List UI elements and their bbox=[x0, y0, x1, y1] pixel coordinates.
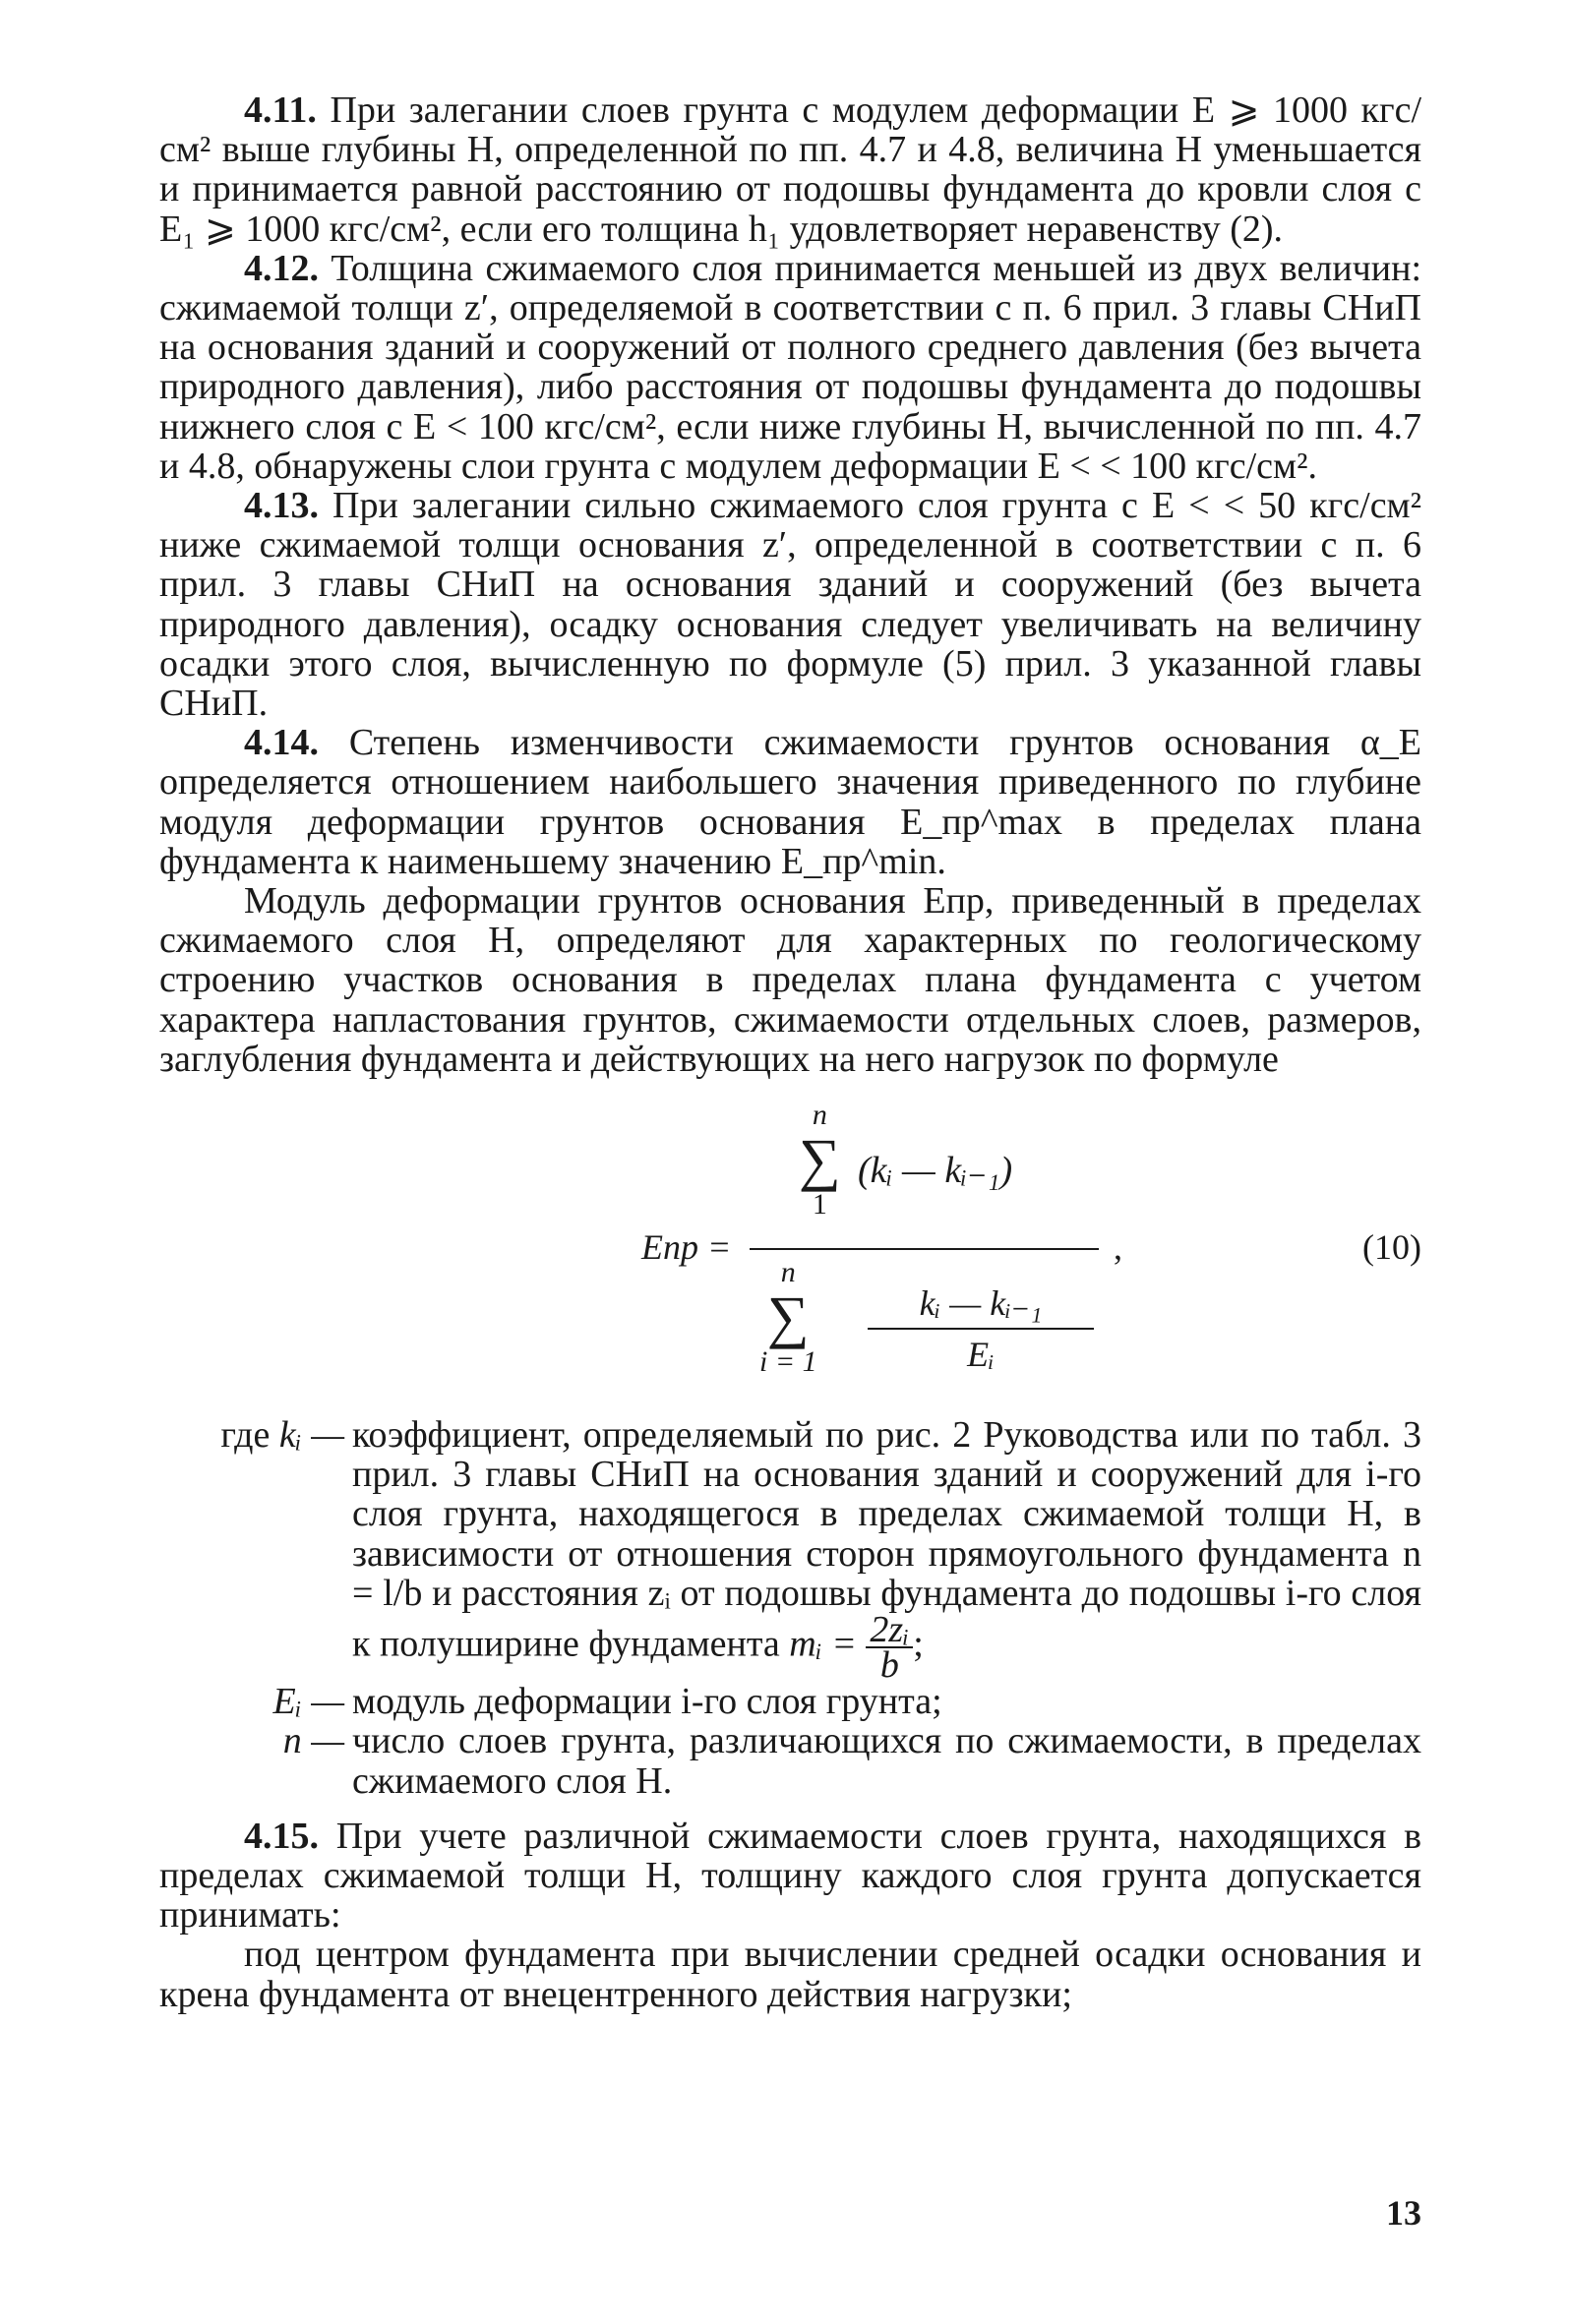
paragraph-4-14-modulus bbox=[159, 881, 1421, 1079]
legend-item bbox=[159, 1721, 1421, 1800]
legend-description: модуль деформации i-го слоя грунта; bbox=[352, 1681, 942, 1723]
inline-formula-lhs: mᵢ = bbox=[789, 1623, 857, 1665]
sum-upper-limit: n bbox=[780, 1256, 796, 1289]
paragraph-text: При залегании сильно сжимаемого слоя грунта с E < < 50 кгс/см² ниже сжимаемой толщи основания z′, определенной в соответствии с п. 6 прил. 3 главы СНиП на основания зданий и сооружений (без вычета природного давления), осадку основания следует увеличивать на величину осадки этого слоя, вычисленную по формуле (5) прил. 3 указанной главы СНиП. bbox=[159, 485, 1421, 725]
denominator-sum bbox=[759, 1258, 817, 1378]
legend-item bbox=[159, 1414, 1421, 1687]
sigma-symbol: ∑ bbox=[799, 1127, 841, 1193]
legend-description bbox=[352, 1414, 1421, 1687]
denominator-fraction bbox=[868, 1282, 1094, 1375]
legend-term bbox=[159, 1415, 352, 1682]
paragraph-4-11 bbox=[159, 90, 1421, 249]
legend-symbol: Eᵢ — bbox=[272, 1681, 344, 1723]
legend-text: коэффициент, определяемый по рис. 2 Руководства или по табл. 3 прил. 3 главы СНиП на основания зданий и сооружений для i-го слоя грунта, находящегося в пределах сжимаемой толщи H, в зависимости от отношения сторон прямоугольного фундамента n = l/b и расстояния zᵢ от подошвы фундамента до подошвы i-го слоя к полуширине фундамента bbox=[352, 1414, 1421, 1665]
paragraph-text: Модуль деформации грунтов основания Eпр, приведенный в пределах сжимаемого слоя H, определяют для характерных по геологическому строению участков основания в пределах плана фундамента с учетом характера напластования грунтов, сжимаемости отдельных слоев, размеров, заглубления фундамента и действующих на него нагрузок по формуле bbox=[159, 880, 1421, 1080]
paragraph-4-12 bbox=[159, 249, 1421, 486]
inline-formula-end: ; bbox=[913, 1623, 924, 1665]
equation-number: (10) bbox=[1362, 1227, 1421, 1268]
denominator-denominator: Eᵢ bbox=[967, 1335, 995, 1375]
legend-description: число слоев грунта, различающихся по сжимаемости, в пределах сжимаемого слоя H. bbox=[352, 1720, 1421, 1802]
formula-comma: , bbox=[1114, 1227, 1122, 1268]
where-word: где bbox=[220, 1414, 271, 1457]
sigma-symbol: ∑ bbox=[766, 1284, 810, 1350]
paragraph-text: Толщина сжимаемого слоя принимается меньшей из двух величин: сжимаемой толщи z′, определяемой в соответствии с п. 6 прил. 3 главы СНиП на основания зданий и сооружений от полного среднего давления (без вычета природного давления), либо расстояния от подошвы фундамента до подошвы нижнего слоя с E < 100 кгс/см², если ниже глубины H, вычисленной по пп. 4.7 и 4.8, обнаружены слои грунта с модулем деформации E < < 100 кгс/см². bbox=[159, 247, 1422, 487]
paragraph-text: При учете различной сжимаемости слоев грунта, находящихся в пределах сжимаемой толщи H, толщину каждого слоя грунта допускается принимать: bbox=[159, 1815, 1422, 1937]
legend-symbol: n — bbox=[282, 1720, 344, 1762]
page-number: 13 bbox=[1386, 2193, 1421, 2233]
legend-item bbox=[159, 1682, 1421, 1721]
inline-fraction bbox=[866, 1609, 913, 1687]
paragraph-text: под центром фундамента при вычислении средней осадки основания и крена фундамента от внецентренного действия нагрузки; bbox=[159, 1934, 1421, 2015]
clause-number: 4.14. bbox=[244, 722, 319, 764]
sum-lower-limit: 1 bbox=[812, 1188, 827, 1222]
paragraph-text: Степень изменчивости сжимаемости грунтов основания α_E определяется отношением наибольшего значения приведенного по глубине модуля деформации грунтов основания E_пр^max в пределах плана фундамента к наименьшему значению E_пр^min. bbox=[159, 722, 1422, 882]
sum-upper-limit: n bbox=[812, 1099, 827, 1132]
paragraph-4-13 bbox=[159, 486, 1421, 723]
clause-number: 4.15. bbox=[244, 1815, 319, 1857]
fraction-bottom: b bbox=[879, 1644, 899, 1687]
numerator-sum bbox=[799, 1101, 841, 1221]
paragraph-text: При залегании слоев грунта с модулем деформации E ⩾ 1000 кгс/см² выше глубины H, определенной по пп. 4.7 и 4.8, величина H уменьшается и принимается равной расстоянию от подошвы фундамента до кровли слоя с E₁ ⩾ 1000 кгс/см², если его толщина h₁ удовлетворяет неравенству (2). bbox=[159, 89, 1421, 250]
fraction-bar bbox=[750, 1248, 1099, 1250]
formula-legend bbox=[159, 1415, 1421, 1801]
denominator-numerator: kᵢ — kᵢ₋₁ bbox=[868, 1282, 1094, 1330]
clause-number: 4.12. bbox=[244, 247, 319, 289]
numerator-expression: (kᵢ — kᵢ₋₁) bbox=[858, 1150, 1013, 1192]
clause-number: 4.11. bbox=[244, 89, 317, 131]
clause-number: 4.13. bbox=[244, 485, 319, 527]
fraction-top: 2zᵢ bbox=[866, 1613, 913, 1648]
paragraph-4-14 bbox=[159, 723, 1421, 881]
paragraph-4-15-item bbox=[159, 1935, 1421, 2013]
sum-lower-limit: i = 1 bbox=[759, 1345, 817, 1379]
formula-10 bbox=[159, 1101, 1421, 1396]
formula-lhs: Eпр = bbox=[641, 1227, 732, 1268]
legend-symbol: kᵢ — bbox=[278, 1414, 344, 1457]
paragraph-4-15 bbox=[159, 1817, 1421, 1936]
